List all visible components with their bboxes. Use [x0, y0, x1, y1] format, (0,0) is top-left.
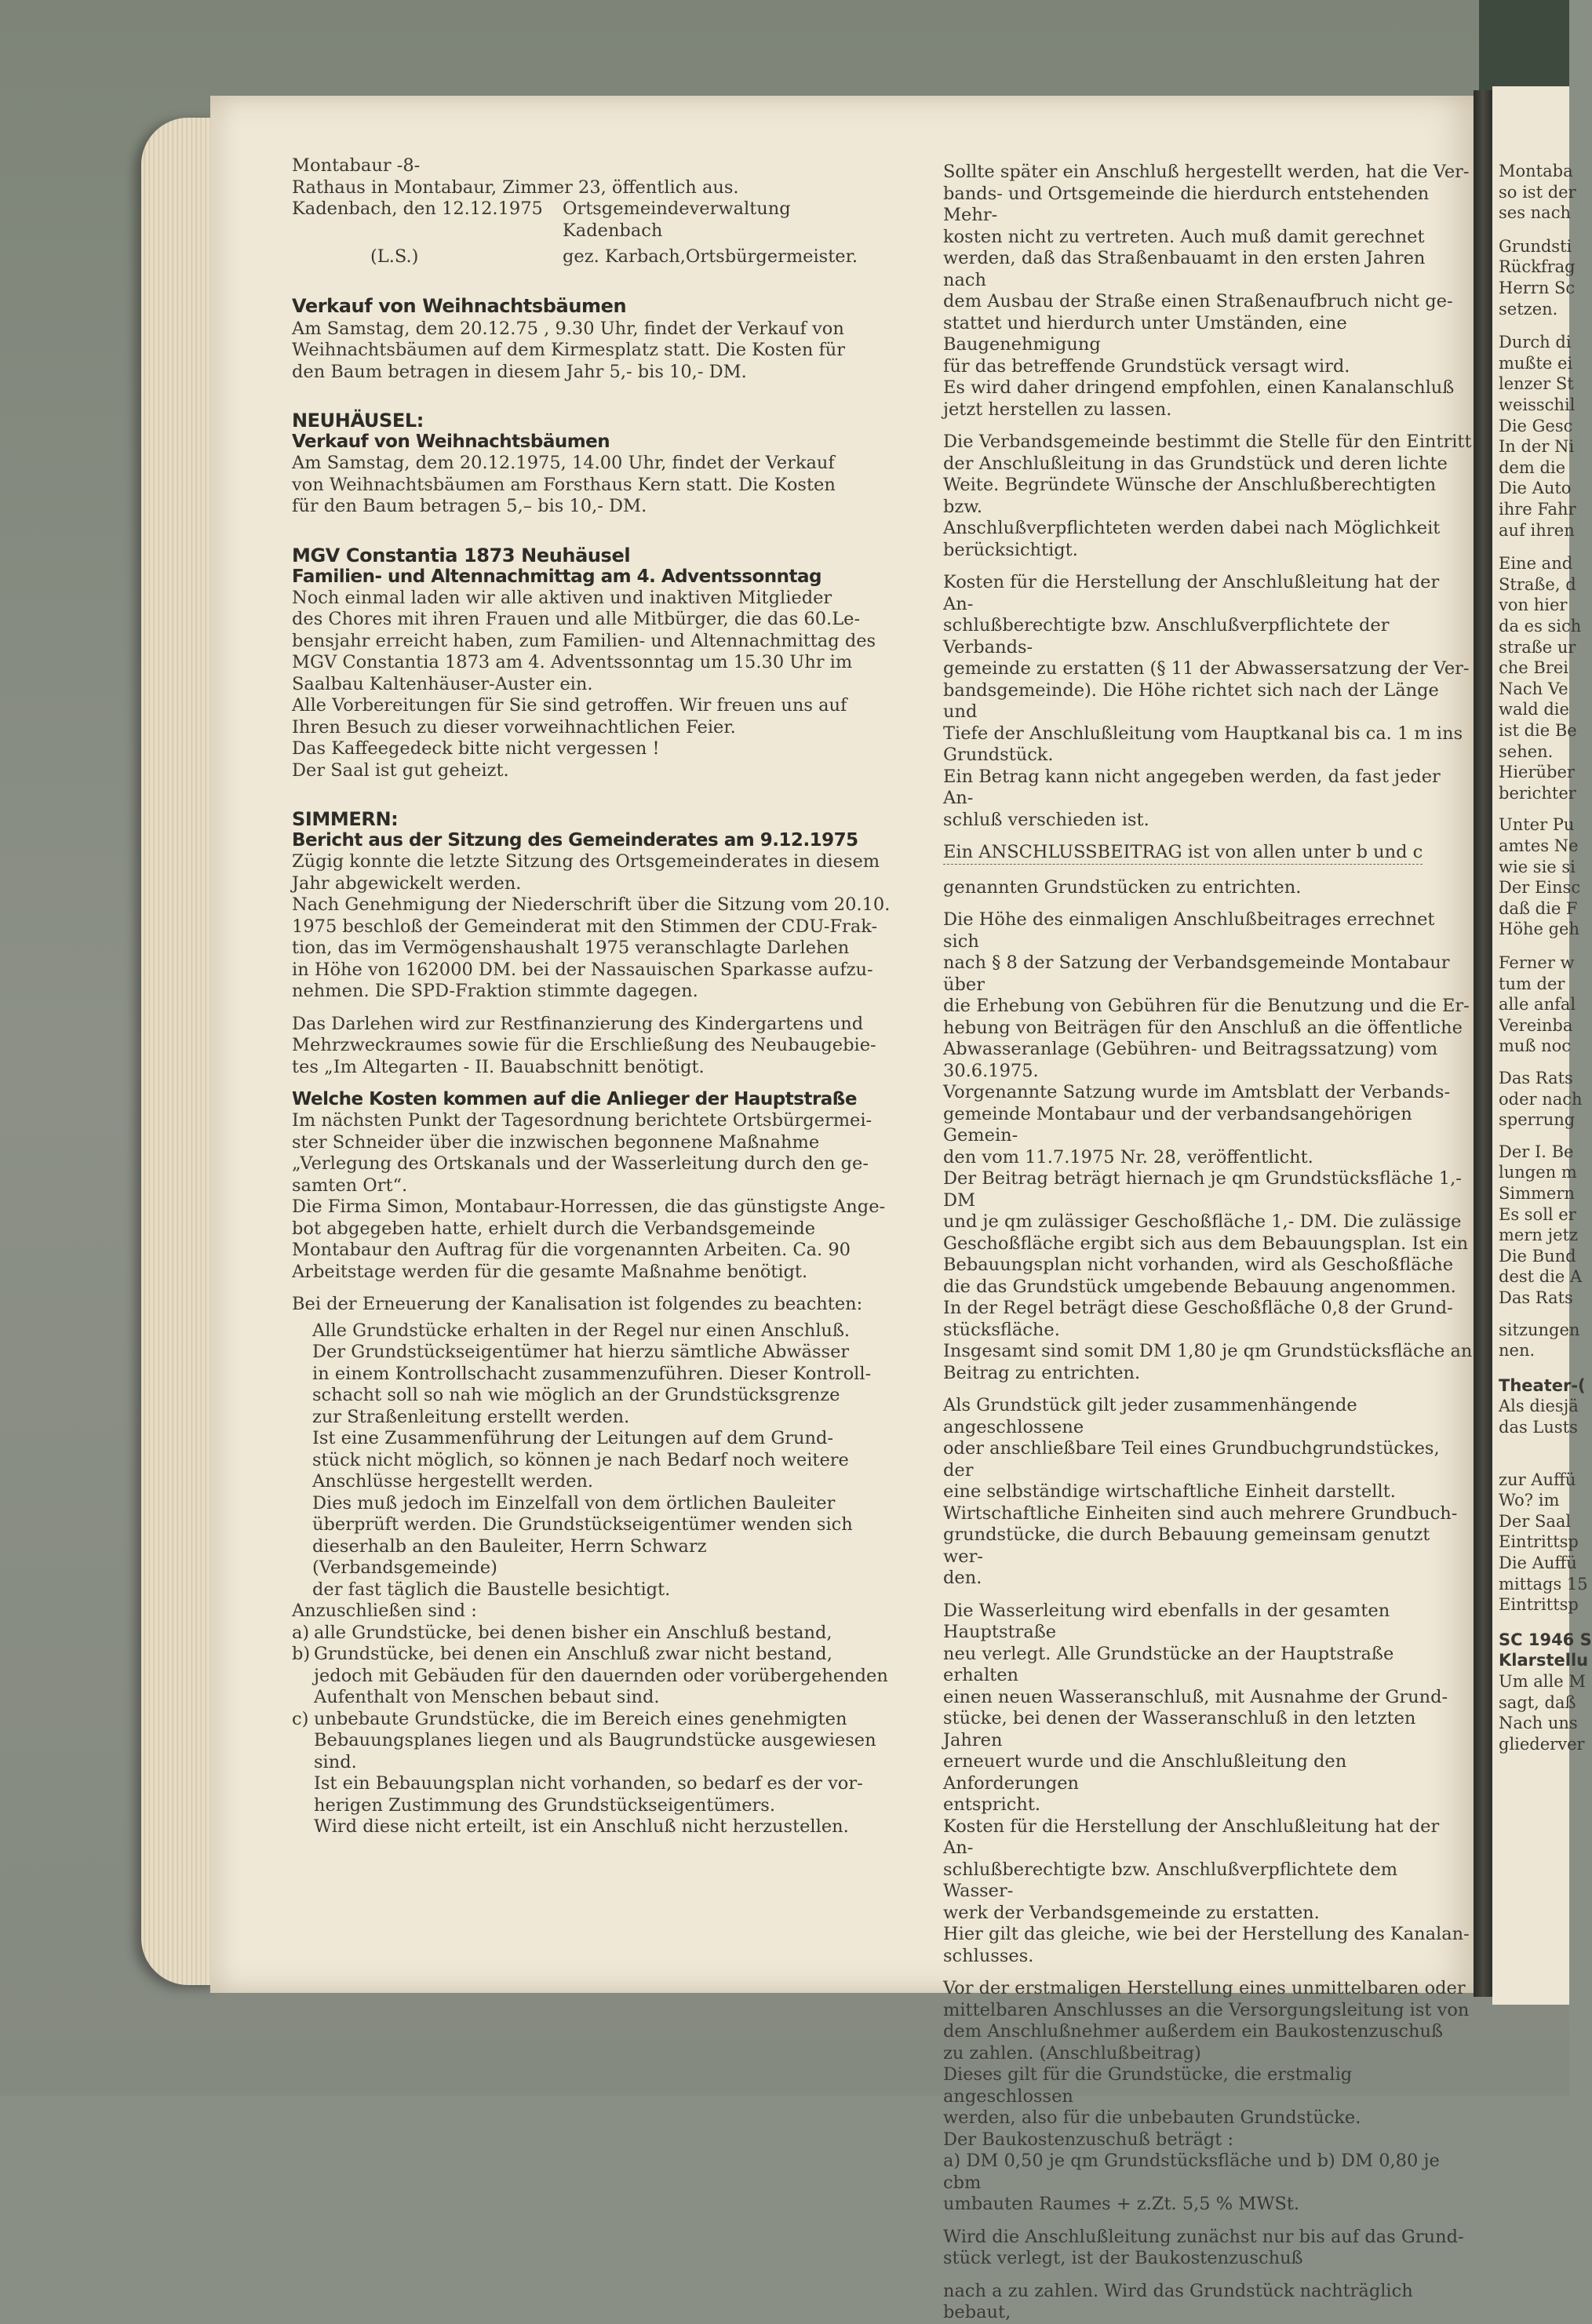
- section-title: Verkauf von Weihnachtsbäumen: [292, 294, 627, 317]
- section-title: MGV Constantia 1873 Neuhäusel: [292, 544, 631, 566]
- fragment-line: Unter Pu: [1499, 815, 1575, 835]
- fragment-line: gliederver: [1499, 1734, 1585, 1754]
- section-title: Verkauf von Weihnachtsbäumen: [292, 432, 610, 452]
- column-right: [943, 162, 1473, 2324]
- fragment-line: alle anfal: [1499, 995, 1576, 1014]
- fragment-line: lungen m: [1499, 1163, 1577, 1182]
- fragment-line: daß die F: [1499, 898, 1578, 918]
- fragment-line: da es sich: [1499, 617, 1582, 636]
- column-left: [292, 155, 896, 1838]
- fragment-line: ses nach: [1499, 203, 1571, 223]
- section-title: Welche Kosten kommen auf die Anlieger der Hauptstraße: [292, 1089, 857, 1109]
- list-item: a) alle Grundstücke, bei denen bisher ein Anschluß bestand,: [292, 1622, 832, 1643]
- fragment-line: auf ihren: [1499, 520, 1575, 540]
- fragment-line: tum der: [1499, 974, 1565, 993]
- indented-text: Alle Grundstücke erhalten in der Regel nur einen Anschluß. Der Grundstückseigentümer hat hierzu sämtliche Abwässer in einem Kontrollschacht zusammenzuführen. Dieser Kontroll- schacht soll so nah wie möglich an der Grundstücksgrenze zur Straßenleitung erstellt werden. Ist eine Zusammenführung der Leitungen auf dem Grund- stück nicht möglich, so können je nach Bedarf noch weitere Anschlüsse hergestellt werden. Dies muß jedoch im Einzelfall von dem örtlichen Bauleiter überprüft werden. Die Grundstückseigentümer wenden sich dieserhalb an den Bauleiter, Herrn Schwarz (Verbandsgemeinde) der fast täglich die Baustelle besichtigt.: [312, 1320, 872, 1600]
- paragraph: Die Wasserleitung wird ebenfalls in der gesamten Hauptstraße neu verlegt. Alle Grundstücke an der Hauptstraße erhalten einen neuen Wasseranschluß, mit Ausnahme der Grund- stücke, bei denen der Wasseranschluß in den letzten Jahren erneuert wurde und die Anschlußleitung den Anforderungen entspricht. Kosten für die Herstellung der Anschlußleitung hat der An- schlußberechtigte bzw. Anschlußverpflichtete dem Wasser- werk der Verbandsgemeinde zu erstatten. Hier gilt das gleiche, wie bei der Herstellung des Kanalan- schlusses.: [943, 1600, 1470, 1966]
- paragraph: Wird die Anschlußleitung zunächst nur bis auf das Grund- stück verlegt, ist der Baukostenzuschuß: [943, 2226, 1464, 2268]
- fragment-line: dest die A: [1499, 1267, 1583, 1287]
- section-text: Am Samstag, dem 20.12.1975, 14.00 Uhr, findet der Verkauf von Weihnachtsbäumen am Forsthaus Kern statt. Die Kosten für den Baum betragen 5,– bis 10,- DM.: [292, 453, 836, 516]
- fragment-line: Durch di: [1499, 333, 1572, 352]
- fragment-line: Nach uns: [1499, 1714, 1578, 1733]
- paragraph: genannten Grundstücken zu entrichten.: [943, 876, 1302, 898]
- fragment-line: Straße, d: [1499, 574, 1576, 594]
- fragment-line: Wo? im: [1499, 1491, 1560, 1510]
- fragment-line: sagt, daß: [1499, 1692, 1576, 1712]
- fragment-line: von hier: [1499, 596, 1568, 615]
- fragment-line: SC 1946 S: [1499, 1630, 1592, 1649]
- section-text: Das Darlehen wird zur Restfinanzierung des Kindergartens und Mehrzweckraumes sowie für die Erschließung des Neubaugebie- tes „Im Altegarten - II. Bauabschnitt benötigt.: [292, 1013, 876, 1077]
- section-text: Im nächsten Punkt der Tagesordnung berichtete Ortsbürgermei- ster Schneider über die inzwischen begonnene Maßnahme „Verlegung des Ortskanals und der Wasserleitung durch den ge- samten Ort“. Die Firma Simon, Montabaur-Horressen, die das günstigste Ange- bot abgegeben hatte, erhielt durch die Verbandsgemeinde Montabaur den Auftrag für die vorgenannten Arbeiten. Ca. 90 Arbeitstage werden für die gesamte Maßnahme benötigt.: [292, 1110, 886, 1282]
- fragment-line: Vereinba: [1499, 1015, 1573, 1035]
- section-text: Noch einmal laden wir alle aktiven und inaktiven Mitglieder des Chores mit ihren Frauen und alle Mitbürger, die das 60.Le- bensjahr erreicht haben, zum Familien- und Altennachmittag des MGV Constantia 1873 am 4. Adventssonntag um 15.30 Uhr im Saalbau Kaltenhäuser-Auster ein. Alle Vorbereitungen für Sie sind getroffen. Wir freuen uns auf Ihren Besuch zu dieser vorweihnachtlichen Feier. Das Kaffeegedeck bitte nicht vergessen ! Der Saal ist gut geheizt.: [292, 587, 876, 781]
- fragment-line: Die Auffü: [1499, 1554, 1577, 1572]
- fragment-line: wie sie si: [1499, 857, 1576, 876]
- fragment-line: sehen.: [1499, 741, 1554, 761]
- fragment-line: Hierüber: [1499, 763, 1575, 782]
- fragment-line: Der Einsc: [1499, 878, 1581, 898]
- section-text: Bei der Erneuerung der Kanalisation ist folgendes zu beachten:: [292, 1294, 863, 1314]
- fragment-line: ist die Be: [1499, 721, 1577, 740]
- section-text: Zügig konnte die letzte Sitzung des Ortsgemeinderates in diesem Jahr abgewickelt werden. Nach Genehmigung der Niederschrift über die Sitzung vom 20.10. 1975 beschloß der Gemeinderat mit den Stimmen der CDU-Frak- tion, das im Vermögenshaushalt 1975 veranschlagte Darlehen in Höhe von 162000 DM. bei der Nassauischen Sparkasse aufzu- nehmen. Die SPD-Fraktion stimmte dagegen.: [292, 851, 891, 1001]
- paragraph: Vor der erstmaligen Herstellung eines unmittelbaren oder mittelbaren Anschlusses an die Versorgungsleitung ist von dem Anschlußnehmer außerdem ein Baukostenzuschuß zu zahlen. (Anschlußbeitrag) Dieses gilt für die Grundstücke, die erstmalig angeschlossen werden, also für die unbebauten Grundstücke. Der Baukostenzuschuß beträgt : a) DM 0,50 je qm Grundstücksfläche und b) DM 0,80 je cbm umbauten Raumes + z.Zt. 5,5 % MWSt.: [943, 1978, 1470, 2214]
- fragment-line: ihre Fahr: [1499, 500, 1576, 519]
- fragment-line: Die Auto: [1499, 479, 1572, 498]
- fragment-line: Es soll er: [1499, 1204, 1576, 1224]
- fragment-line: oder nach: [1499, 1089, 1583, 1109]
- fragment-line: Die Gesc: [1499, 416, 1573, 435]
- fragment-line: Das Rats: [1499, 1069, 1573, 1087]
- signature-row: Kadenbach, den 12.12.1975 Ortsgemeindeverwaltung: [292, 199, 791, 219]
- fragment-line: setzen.: [1499, 299, 1558, 319]
- fragment-line: Simmern: [1499, 1184, 1575, 1203]
- section-text: Am Samstag, dem 20.12.75 , 9.30 Uhr, findet der Verkauf von Weihnachtsbäumen auf dem Kirmesplatz statt. Die Kosten für den Baum betragen in diesem Jahr 5,- bis 10,- DM.: [292, 318, 846, 382]
- paragraph: nach a zu zahlen. Wird das Grundstück nachträglich bebaut,: [943, 2280, 1413, 2322]
- fragment-line: nen.: [1499, 1341, 1536, 1361]
- fragment-line: Die Bund: [1499, 1246, 1576, 1266]
- fragment-line: weisschil: [1499, 395, 1576, 414]
- book-page-edges: [141, 118, 220, 1985]
- paragraph: Ein ANSCHLUSSBEITRAG ist von allen unter b und c: [943, 842, 1423, 865]
- section-subtitle: Familien- und Altennachmittag am 4. Adventssonntag: [292, 566, 822, 587]
- paragraph: Die Höhe des einmaligen Anschlußbeitrages errechnet sich nach § 8 der Satzung der Verbandsgemeinde Montabaur über die Erhebung von Gebühren für die Benutzung und die Er- hebung von Beiträgen für den Anschluß an die öffentliche Abwasseranlage (Gebühren- und Beitragssatzung) vom 30.6.1975. Vorgenannte Satzung wurde im Amtsblatt der Verbands- gemeinde Montabaur und der verbandsangehörigen Gemein- den vom 11.7.1975 Nr. 28, veröffentlicht. Der Beitrag beträgt hiernach je qm Grundstücksfläche 1,- DM und je qm zulässiger Geschoßfläche 1,- DM. Die zulässige Geschoßfläche ergibt sich aus dem Bebauungsplan. Ist ein Bebauungsplan nicht vorhanden, wird als Geschoßfläche die das Grundstück umgebende Bebauung angenommen. In der Regel beträgt diese Geschoßfläche 0,8 der Grund- stücksfläche. Insgesamt sind somit DM 1,80 je qm Grundstücksfläche an Beitrag zu entrichten.: [943, 909, 1473, 1383]
- place-heading: SIMMERN:: [292, 808, 399, 830]
- paragraph: Als Grundstück gilt jeder zusammenhängende angeschlossene oder anschließbare Teil eines Grundbuchgrundstückes, der eine selbständige wirtschaftliche Einheit darstellt. Wirtschaftliche Einheiten sind auch mehrere Grundbuch- grundstücke, die durch Bebauung gemeinsam genutzt wer- den.: [943, 1395, 1458, 1588]
- fragment-line: Theater-(: [1499, 1375, 1586, 1395]
- fragment-line: Der I. Be: [1499, 1142, 1574, 1161]
- fragment-line: mern jetz: [1499, 1226, 1579, 1245]
- paragraph: Sollte später ein Anschluß hergestellt werden, hat die Ver- bands- und Ortsgemeinde die hierdurch entstehenden Mehr- kosten nicht zu vertreten. Auch muß damit gerechnet werden, daß das Straßenbauamt in den ersten Jahren nach dem Ausbau der Straße einen Straßenaufbruch nicht ge- stattet und hierdurch unter Umständen, eine Baugenehmigung für das betreffende Grundstück versagt wird. Es wird daher dringend empfohlen, einen Kanalanschluß jetzt herstellen zu lassen.: [943, 162, 1470, 420]
- fragment-line: zur Auffü: [1499, 1470, 1576, 1489]
- fragment-line: muß noc: [1499, 1036, 1572, 1056]
- fragment-line: mittags 15: [1499, 1574, 1588, 1594]
- fragment-line: Nach Ve: [1499, 679, 1568, 698]
- fragment-line: Um alle M: [1499, 1672, 1586, 1691]
- list-intro: Anzuschließen sind :: [292, 1601, 477, 1621]
- fragment-line: Eine and: [1499, 554, 1573, 574]
- fragment-line: so ist der: [1499, 182, 1576, 202]
- place-heading: NEUHÄUSEL:: [292, 410, 424, 432]
- fragment-line: Klarstellu: [1499, 1651, 1589, 1670]
- fragment-line: mußte ei: [1499, 353, 1573, 373]
- fragment-line: Als diesjä: [1499, 1397, 1579, 1416]
- fragment-line: che Brei: [1499, 658, 1569, 678]
- fragment-line: Ferner w: [1499, 953, 1575, 972]
- fragment-line: amtes Ne: [1499, 836, 1579, 855]
- book-cover-edge: [1479, 0, 1569, 94]
- header-line: Rathaus in Montabaur, Zimmer 23, öffentlich aus.: [292, 177, 739, 198]
- fragment-line: Der Saal: [1499, 1511, 1572, 1531]
- fragment-line: wald die: [1499, 700, 1569, 719]
- signature-row: Kadenbach: [563, 220, 663, 241]
- fragment-line: berichter: [1499, 783, 1576, 803]
- paragraph: Die Verbandsgemeinde bestimmt die Stelle für den Eintritt der Anschlußleitung in das Grundstück und deren lichte Weite. Begründete Wünsche der Anschlußberechtigten bzw. Anschlußverpflichteten werden dabei nach Möglichkeit berücksichtigt.: [943, 432, 1472, 560]
- fragment-line: Herrn Sc: [1499, 279, 1576, 297]
- fragment-line: straße ur: [1499, 637, 1576, 657]
- signature-row: (L.S.) gez. Karbach,Ortsbürgermeister.: [370, 246, 858, 267]
- fragment-line: das Lusts: [1499, 1418, 1578, 1437]
- list-item: b) Grundstücke, bei denen ein Anschluß zwar nicht bestand, jedoch mit Gebäuden für den dauernden oder vorübergehenden Aufenthalt von Menschen bebaut sind.: [292, 1644, 888, 1707]
- header-line: Montabaur -8-: [292, 155, 421, 176]
- fragment-line: dem die: [1499, 457, 1566, 477]
- book-gutter: [1474, 90, 1492, 1997]
- fragment-line: Eintrittsp: [1499, 1595, 1579, 1615]
- fragment-line: Eintrittsp: [1499, 1532, 1579, 1552]
- section-title: Bericht aus der Sitzung des Gemeinderates am 9.12.1975: [292, 830, 858, 851]
- fragment-line: In der Ni: [1499, 437, 1575, 457]
- right-page-fragment: [1492, 86, 1592, 2005]
- fragment-line: Grundsti: [1499, 236, 1572, 256]
- fragment-line: Das Rats: [1499, 1288, 1573, 1307]
- fragment-line: sitzungen: [1499, 1320, 1580, 1339]
- fragment-line: sperrung: [1499, 1110, 1576, 1130]
- fragment-line: Montaba: [1499, 162, 1573, 180]
- fragment-line: lenzer St: [1499, 374, 1574, 394]
- fragment-line: Höhe geh: [1499, 920, 1579, 939]
- list-item: c) unbebaute Grundstücke, die im Bereich eines genehmigten Bebauungsplanes liegen und als Baugrundstücke ausgewiesen sind. Ist ein Bebauungsplan nicht vorhanden, so bedarf es der vor- herigen Zustimmung des Grundstückseigentümers. Wird diese nicht erteilt, ist ein Anschluß nicht herzustellen.: [292, 1708, 876, 1837]
- paragraph: Kosten für die Herstellung der Anschlußleitung hat der An- schlußberechtigte bzw. Anschlußverpflichtete der Verbands- gemeinde zu erstatten (§ 11 der Abwassersatzung der Ver- bandsgemeinde). Die Höhe richtet sich nach der Länge und Tiefe der Anschlußleitung vom Hauptkanal bis ca. 1 m ins Grundstück. Ein Betrag kann nicht angegeben werden, da fast jeder An- schluß verschieden ist.: [943, 572, 1470, 830]
- fragment-line: Rückfrag: [1499, 257, 1576, 277]
